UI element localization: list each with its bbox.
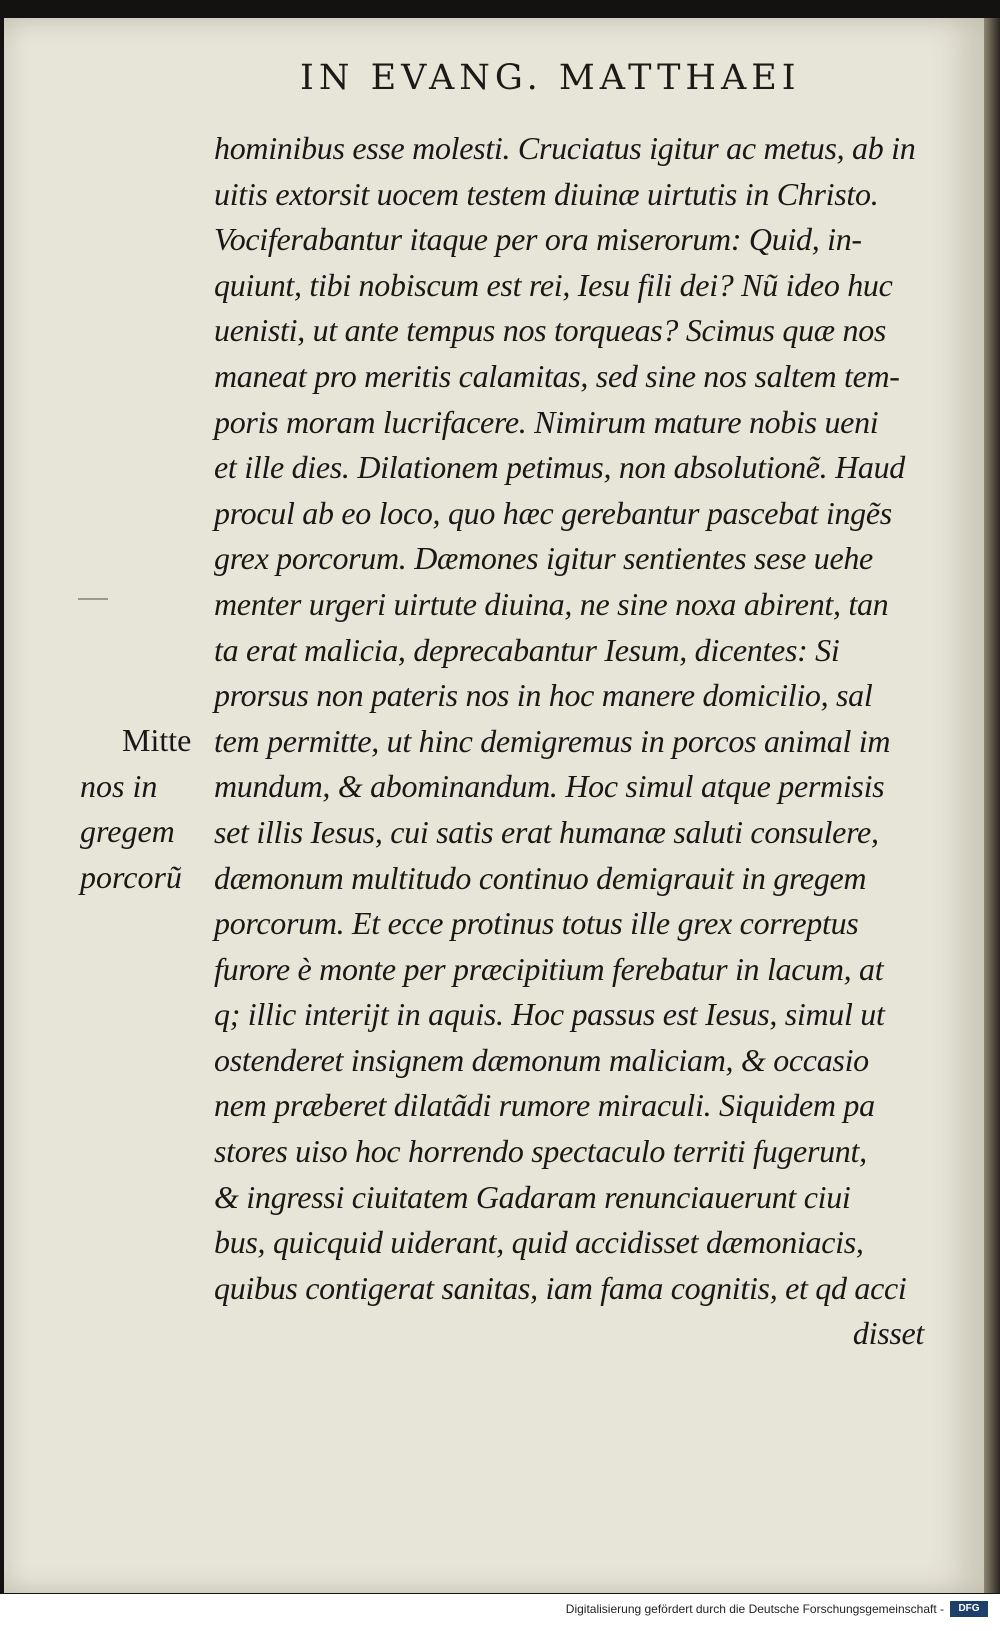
margin-note-line: porcorũ xyxy=(80,858,182,895)
text-line: menter urgeri uirtute diuina, ne sine noxa abirent, tan xyxy=(214,585,889,622)
text-line: uitis extorsit uocem testem diuinæ uirtutis in Christo. xyxy=(214,175,879,212)
text-line: maneat pro meritis calamitas, sed sine nos saltem tem- xyxy=(214,357,900,394)
text-line: & ingressi ciuitatem Gadaram renunciauerunt ciui xyxy=(214,1178,851,1215)
main-text-block xyxy=(214,126,934,1357)
running-head: IN EVANG. MATTHAEI xyxy=(300,58,801,98)
text-line: ta erat malicia, deprecabantur Iesum, dicentes: Si xyxy=(214,631,840,668)
margin-note-line: gregem xyxy=(80,813,175,850)
text-line: furore è monte per præcipitium ferebatur in lacum, at xyxy=(214,950,884,987)
margin-note-line: Mitte xyxy=(122,722,192,758)
page-edge-shadow xyxy=(984,18,1000,1593)
text-line: q; illic interijt in aquis. Hoc passus est Iesus, simul ut xyxy=(214,996,885,1033)
text-line: quiunt, tibi nobiscum est rei, Iesu fili dei? Nũ ideo huc xyxy=(214,266,893,303)
dfg-logo[interactable]: DFG xyxy=(950,1601,988,1617)
text-line: prorsus non pateris nos in hoc manere domicilio, sal xyxy=(214,677,873,714)
text-line: quibus contigerat sanitas, iam fama cognitis, et qd acci xyxy=(214,1269,907,1306)
text-line: porcorum. Et ecce protinus totus ille grex correptus xyxy=(214,905,859,942)
catchword: disset xyxy=(852,1315,924,1352)
text-line: uenisti, ut ante tempus nos torqueas? Scimus quæ nos xyxy=(214,312,887,349)
text-line: Vociferabantur itaque per ora miserorum: Quid, in- xyxy=(214,221,862,258)
text-line: tem permitte, ut hinc demigremus in porcos animal im xyxy=(214,722,891,759)
footer-credit-text: Digitalisierung gefördert durch die Deutsche Forschungsgemeinschaft - xyxy=(565,1602,944,1616)
text-line: grex porcorum. Dæmones igitur sentientes sese uehe xyxy=(214,540,873,577)
text-line: et ille dies. Dilationem petimus, non absolutionẽ. Haud xyxy=(214,449,905,486)
text-line: ostenderet insignem dæmonum maliciam, & occasio xyxy=(214,1041,869,1078)
text-line: dæmonum multitudo continuo demigrauit in gregem xyxy=(214,859,867,896)
margin-note-line: nos in xyxy=(80,767,158,804)
text-line: set illis Iesus, cui satis erat humanæ saluti consulere, xyxy=(214,813,879,850)
marginal-note xyxy=(80,718,205,900)
text-line: stores uiso hoc horrendo spectaculo territi fugerunt, xyxy=(214,1133,867,1170)
text-line: mundum, & abominandum. Hoc simul atque permisis xyxy=(214,768,885,805)
stray-ink-mark xyxy=(78,598,108,600)
digitization-footer xyxy=(0,1594,1000,1631)
text-line: hominibus esse molesti. Cruciatus igitur ac metus, ab in xyxy=(214,130,916,166)
text-line: poris moram lucrifacere. Nimirum mature nobis ueni xyxy=(214,403,879,440)
text-line: nem præberet dilatãdi rumore miraculi. Siquidem pa xyxy=(214,1087,875,1124)
text-line: procul ab eo loco, quo hæc gerebantur pascebat ingẽs xyxy=(214,494,892,531)
text-line: bus, quicquid uiderant, quid accidisset dæmoniacis, xyxy=(214,1224,864,1261)
